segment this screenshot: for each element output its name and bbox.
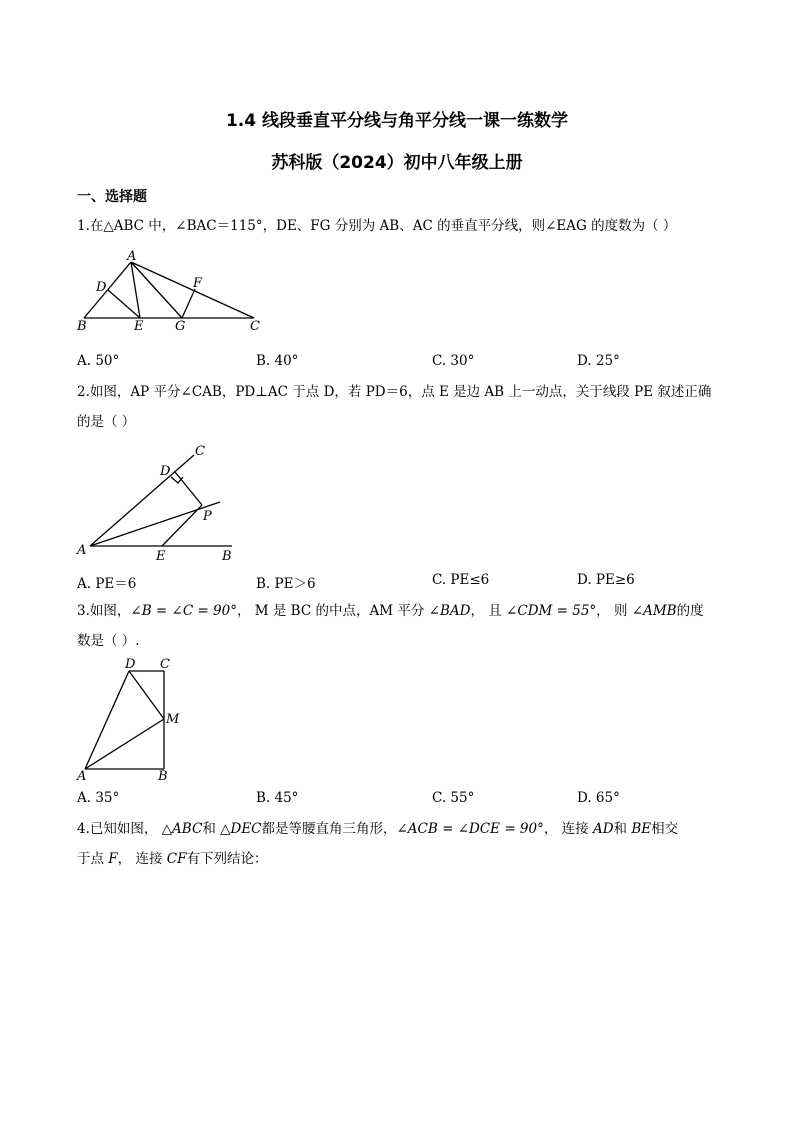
q4-text-part: 和 bbox=[613, 821, 632, 837]
q4-text-part: 4.已知如图， bbox=[77, 821, 162, 837]
question-2-text bbox=[77, 377, 722, 437]
q2-label-e: E bbox=[156, 549, 166, 564]
q2-option-b: B. PE＞6 bbox=[256, 576, 316, 592]
document-subtitle: 苏科版（2024）初中八年级上册 bbox=[271, 153, 523, 173]
question-4-text bbox=[77, 814, 722, 874]
q3-math: ∠CDM = 55° bbox=[506, 603, 597, 619]
q2-option-c: C. PE≤6 bbox=[432, 572, 490, 588]
question-2-line-2: 的是（ ） bbox=[77, 414, 136, 430]
q4-math: BE bbox=[631, 821, 652, 837]
q3-label-c: C bbox=[160, 657, 170, 672]
q4-text-part: 相交 bbox=[651, 821, 679, 837]
q3-label-a: A bbox=[77, 769, 87, 784]
question-1-figure bbox=[74, 248, 274, 338]
document-title: 1.4 线段垂直平分线与角平分线一课一练数学 bbox=[225, 111, 569, 131]
q1-label-f: F bbox=[193, 276, 203, 291]
q2-label-p: P bbox=[203, 509, 212, 524]
q1-label-c: C bbox=[250, 319, 260, 334]
q3-label-m: M bbox=[166, 712, 180, 727]
q4-math: F bbox=[108, 851, 118, 867]
q3-option-a: A. 35° bbox=[77, 790, 120, 806]
q2-label-a: A bbox=[77, 543, 87, 558]
q3-option-c: C. 55° bbox=[432, 790, 475, 806]
q4-text-part: 都是等腰直角三角形， bbox=[261, 821, 397, 837]
q1-option-a: A. 50° bbox=[77, 353, 120, 369]
question-3-figure bbox=[74, 656, 194, 786]
q4-math: △ABC bbox=[161, 821, 203, 837]
q3-text-part: 3.如图， bbox=[77, 603, 131, 619]
q4-math: CF bbox=[166, 851, 187, 867]
q3-option-b: B. 45° bbox=[256, 790, 299, 806]
q3-text-part: ， M 是 BC 的中点，AM 平分 bbox=[236, 603, 429, 619]
q2-label-b: B bbox=[222, 549, 232, 564]
q1-option-c: C. 30° bbox=[432, 353, 475, 369]
q1-option-d: D. 25° bbox=[577, 353, 620, 369]
q2-option-a: A. PE＝6 bbox=[77, 576, 137, 592]
q4-text-part: ， 连接 bbox=[117, 851, 167, 867]
q1-label-d: D bbox=[96, 280, 107, 295]
section-heading: 一、选择题 bbox=[77, 189, 147, 205]
q2-option-d: D. PE≥6 bbox=[577, 572, 635, 588]
question-2-line-1: 2.如图，AP 平分∠CAB，PD⊥AC 于点 D，若 PD＝6，点 E 是边 AB 上一动点，关于线段 PE 叙述正确 bbox=[77, 384, 712, 400]
question-4-line-1 bbox=[77, 814, 722, 844]
question-4-line-2 bbox=[77, 844, 722, 874]
q3-text-part: 的度 bbox=[676, 603, 704, 619]
q4-text-part: 有下列结论： bbox=[186, 851, 268, 867]
q4-math: ∠ACB = ∠DCE = 90° bbox=[396, 821, 544, 837]
q3-math: ∠B = ∠C = 90° bbox=[130, 603, 237, 619]
q3-label-b: B bbox=[158, 769, 168, 784]
q3-label-d: D bbox=[125, 657, 136, 672]
q1-label-a: A bbox=[127, 249, 137, 264]
q4-text-part: 和 bbox=[202, 821, 221, 837]
q4-math: △DEC bbox=[220, 821, 262, 837]
question-3-line-1 bbox=[77, 596, 722, 626]
q4-math: AD bbox=[592, 821, 614, 837]
q1-option-b: B. 40° bbox=[256, 353, 299, 369]
q2-label-c: C bbox=[195, 444, 205, 459]
q4-text-part: ， 连接 bbox=[543, 821, 593, 837]
q3-text-part: ， 则 bbox=[596, 603, 632, 619]
question-3-line-2: 数是（ ）. bbox=[77, 633, 140, 649]
q1-label-e: E bbox=[134, 319, 144, 334]
q2-label-d: D bbox=[160, 464, 171, 479]
question-3-text bbox=[77, 596, 722, 656]
q3-math: ∠BAD bbox=[428, 603, 471, 619]
q3-text-part: ， 且 bbox=[470, 603, 507, 619]
q1-label-g: G bbox=[175, 319, 186, 334]
question-2-figure bbox=[74, 440, 244, 565]
q4-text-part: 于点 bbox=[77, 851, 109, 867]
q3-math: ∠AMB bbox=[631, 603, 677, 619]
q3-option-d: D. 65° bbox=[577, 790, 620, 806]
question-1-text: 1.在△ABC 中，∠BAC＝115°，DE、FG 分别为 AB、AC 的垂直平分线，则∠EAG 的度数为（ ） bbox=[77, 218, 677, 234]
q1-label-b: B bbox=[77, 319, 87, 334]
